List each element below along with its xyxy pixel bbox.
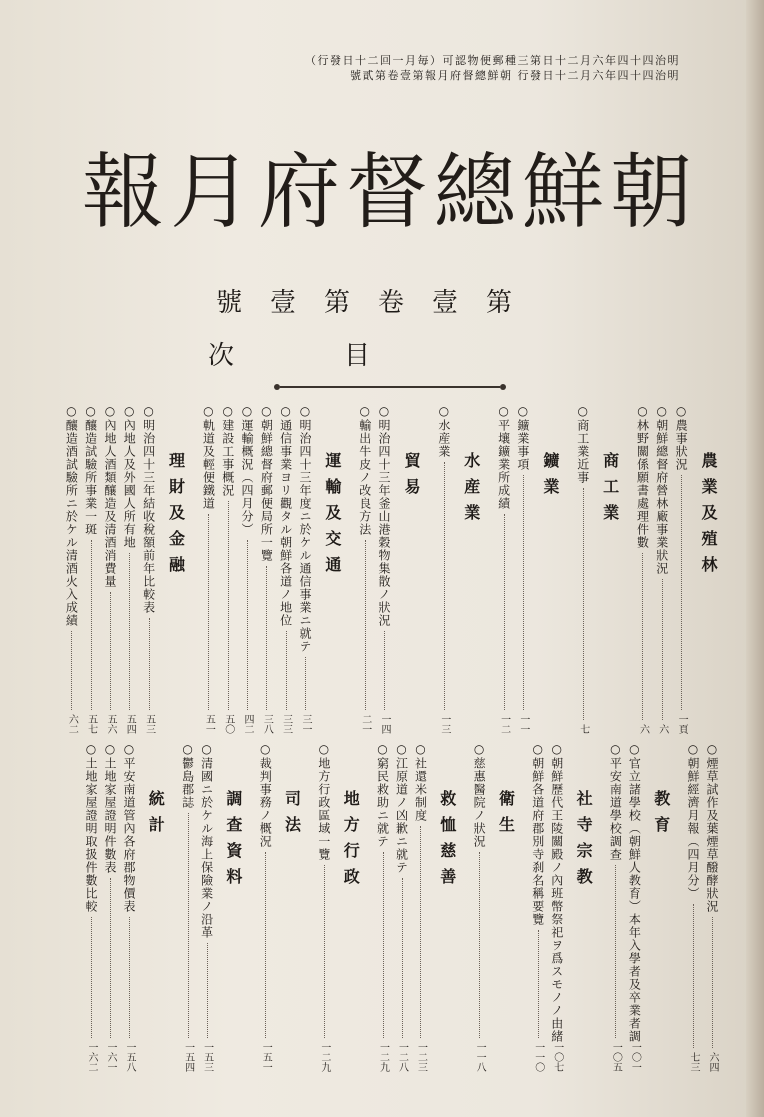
contents-entry	[377, 404, 392, 734]
entry-page-number: 六	[656, 724, 668, 734]
entry-page-number: 七三	[688, 1052, 700, 1072]
contents-entry	[141, 404, 156, 734]
contents-entry	[83, 404, 98, 734]
dot-leader	[583, 488, 584, 720]
contents-entry	[608, 742, 623, 1072]
dot-leader	[479, 852, 480, 1038]
entry-page-number: 一〇五	[610, 1042, 622, 1072]
section-heading	[221, 742, 245, 1072]
entry-page-number: 一五一	[260, 1042, 272, 1072]
entry-title: ○輸出牛皮ノ改良方法	[357, 404, 372, 536]
entry-page-number: 一頁	[676, 714, 688, 734]
contents-heading: 目次	[207, 341, 480, 371]
entry-title: ○土地家屋證明件數表	[102, 742, 117, 874]
entry-page-number: 五六	[104, 714, 116, 734]
contents-entry	[686, 742, 701, 1072]
contents-entry	[200, 742, 215, 1072]
contents-entry	[496, 404, 511, 734]
entry-title: ○平安南道管內各府郡物價表	[121, 742, 136, 913]
entry-page-number: 七	[577, 724, 589, 734]
entry-title: ○朝鮮總督府郵便局所一覽	[259, 404, 274, 562]
section-heading	[597, 404, 622, 734]
entry-page-number: 一〇一	[629, 1042, 641, 1072]
section-gap	[362, 742, 371, 1072]
section-heading-text: 農業及殖林	[699, 452, 718, 582]
section-gap	[562, 404, 572, 734]
dot-leader	[129, 553, 130, 710]
contents-entry	[84, 742, 99, 1072]
entry-page-number: 一二八	[396, 1042, 408, 1072]
journal-title: 朝鮮總督府月報	[81, 145, 698, 240]
contents-bottom-block	[80, 742, 720, 1072]
entry-title: ○水産業	[436, 404, 451, 458]
section-gap	[245, 742, 254, 1072]
dot-leader	[91, 917, 92, 1038]
contents-entry	[220, 404, 235, 734]
entry-title: ○運輸概況（四月分）	[240, 404, 255, 536]
entry-page-number: 一二九	[377, 1042, 389, 1072]
entry-page-number: 五〇	[222, 714, 234, 734]
section-gap	[517, 742, 526, 1072]
entry-title: ○平安南道學校調查	[608, 742, 623, 861]
entry-page-number: 一二九	[318, 1042, 330, 1072]
dot-leader	[129, 917, 130, 1038]
section-heading-text: 商工業	[600, 452, 620, 530]
entry-title: ○社還米制度	[413, 742, 428, 822]
section-heading-text: 鑛業	[540, 452, 560, 504]
section-heading-text: 社寺宗教	[574, 790, 594, 894]
entry-title: ○清國ニ於ケル海上保險業ノ沿革	[199, 742, 214, 939]
dot-leader	[681, 475, 682, 710]
contents-entry	[627, 742, 642, 1072]
contents-entry	[103, 404, 118, 734]
entry-title: ○商工業近事	[575, 404, 590, 484]
section-heading-text: 水産業	[461, 452, 481, 530]
entry-title: ○朝鮮經濟月報（四月分）	[686, 742, 701, 900]
contents-entry	[516, 404, 531, 734]
dot-leader	[383, 852, 384, 1038]
dot-leader	[207, 943, 208, 1038]
dot-leader	[642, 553, 643, 720]
contents-entry	[376, 742, 391, 1072]
section-heading	[398, 404, 423, 734]
dot-leader	[504, 514, 505, 710]
entry-page-number: 三三	[280, 714, 292, 734]
entry-page-number: 一五四	[182, 1042, 194, 1072]
entry-page-number: 二一	[359, 714, 371, 734]
dot-leader	[265, 852, 266, 1038]
entry-title: ○通信事業ヨリ觀タル朝鮮各道ノ地位	[278, 404, 293, 627]
entry-title: ○農事狀況	[674, 404, 689, 471]
section-heading-text: 貿易	[401, 452, 421, 504]
entry-title: ○官立諸學校（朝鮮人教育）本年入學者及卒業者調	[627, 742, 642, 1043]
contents-entry	[357, 404, 372, 734]
entry-title: ○內地人酒類釀造及清酒消費量	[102, 404, 117, 588]
entry-title: ○朝鮮歷代王陵關殿ノ內班幣祭祀ヲ爲スモノノ由緒	[549, 742, 564, 1043]
section-heading	[434, 742, 458, 1072]
section-heading	[163, 404, 188, 734]
entry-page-number: 一五三	[201, 1042, 213, 1072]
contents-entry	[575, 404, 590, 734]
issue-number: 第壹卷第壹號	[215, 288, 540, 318]
dot-leader	[286, 631, 287, 710]
entry-title: ○軌道及輕便鐵道	[201, 404, 216, 510]
contents-entry	[531, 742, 546, 1072]
contents-entry	[635, 404, 650, 734]
dot-leader	[384, 631, 385, 710]
contents-entry	[258, 742, 273, 1072]
section-heading	[571, 742, 595, 1072]
section-heading-text: 救恤慈善	[437, 790, 457, 894]
entry-title: ○朝鮮各道府郡別寺刹名稱要覽	[530, 742, 545, 926]
dot-leader	[149, 618, 150, 710]
dot-leader	[110, 878, 111, 1038]
entry-page-number: 一一〇	[532, 1042, 544, 1072]
entry-title: ○明治四十三年釜山港穀物集散ノ狀況	[377, 404, 392, 627]
section-heading-text: 運輸及交通	[322, 452, 342, 582]
entry-page-number: 一五八	[123, 1042, 135, 1072]
section-heading	[143, 742, 167, 1072]
entry-page-number: 一一	[517, 714, 529, 734]
section-heading	[695, 404, 720, 734]
dot-leader	[266, 566, 267, 710]
entry-title: ○江原道ノ凶歉ニ就テ	[394, 742, 409, 874]
dot-leader	[420, 826, 421, 1038]
dot-leader	[693, 904, 694, 1048]
contents-entry	[437, 404, 452, 734]
dot-leader	[324, 865, 325, 1038]
entry-page-number: 四二	[242, 714, 254, 734]
dot-leader	[208, 514, 209, 710]
section-heading-text: 統計	[146, 790, 166, 842]
entry-title: ○明治四十三年結收稅額前年比較表	[141, 404, 156, 614]
section-heading-text: 教育	[651, 790, 671, 842]
entry-page-number: 六四	[707, 1052, 718, 1072]
entry-page-number: 一〇七	[551, 1042, 563, 1072]
contents-entry	[259, 404, 274, 734]
publication-info	[140, 52, 680, 84]
dot-leader	[71, 631, 72, 710]
contents-entry	[472, 742, 487, 1072]
entry-title: ○窮民救助ニ就テ	[375, 742, 390, 848]
ornamental-rule	[280, 386, 500, 388]
entry-title: ○煙草試作及葉煙草醱酵狀況	[705, 742, 719, 913]
section-gap	[188, 404, 198, 734]
contents-entry	[705, 742, 720, 1072]
contents-entry	[395, 742, 410, 1072]
dot-leader	[188, 813, 189, 1038]
section-gap	[622, 404, 632, 734]
entry-page-number: 五三	[143, 714, 155, 734]
contents-entry	[654, 404, 669, 734]
entry-title: ○地方行政區域一覽	[316, 742, 331, 861]
section-gap	[344, 404, 354, 734]
entry-title: ○平壤鑛業所成績	[496, 404, 511, 510]
entry-title: ○鑛業事項	[515, 404, 530, 471]
entry-page-number: 六	[637, 724, 649, 734]
entry-page-number: 一二	[498, 714, 510, 734]
contents-entry	[414, 742, 429, 1072]
dot-leader	[712, 917, 713, 1048]
dot-leader	[444, 462, 445, 710]
section-heading-text: 司法	[282, 790, 302, 842]
entry-page-number: 三一	[299, 714, 311, 734]
section-heading	[338, 742, 362, 1072]
contents-entry	[674, 404, 689, 734]
contents-entry	[298, 404, 313, 734]
contents-entry	[122, 742, 137, 1072]
section-heading	[458, 404, 483, 734]
publication-info-line-1: 明治四十四年六月二十日第三種郵便物認可（毎月一回二十日發行）	[305, 54, 680, 67]
entry-page-number: 一三	[438, 714, 450, 734]
dot-leader	[110, 592, 111, 710]
entry-title: ○明治四十三年度ニ於ケル通信事業ニ就テ	[297, 404, 312, 653]
entry-page-number: 五七	[85, 714, 97, 734]
contents-entry	[550, 742, 565, 1072]
contents-entry	[278, 404, 293, 734]
entry-page-number: 三八	[261, 714, 273, 734]
section-heading	[279, 742, 303, 1072]
section-gap	[483, 404, 493, 734]
contents-entry	[240, 404, 255, 734]
section-gap	[423, 404, 433, 734]
contents-entry	[103, 742, 118, 1072]
entry-page-number: 五一	[203, 714, 215, 734]
entry-page-number: 一六二	[86, 1042, 97, 1072]
entry-title: ○釀造試驗所事業一斑	[83, 404, 98, 536]
contents-top-block	[60, 404, 720, 734]
entry-title: ○土地家屋證明取扱件數比較	[84, 742, 98, 913]
entry-title: ○裁判事務ノ概況	[258, 742, 273, 848]
contents-entry	[201, 404, 216, 734]
dot-leader	[91, 540, 92, 710]
page-edge	[746, 0, 764, 1117]
entry-page-number: 六二	[66, 714, 78, 734]
section-gap	[595, 742, 604, 1072]
entry-title: ○林野關係願書處理件數	[635, 404, 650, 549]
section-heading	[537, 404, 562, 734]
contents-entry	[317, 742, 332, 1072]
dot-leader	[305, 657, 306, 710]
contents-entry	[181, 742, 196, 1072]
section-heading-text: 理財及金融	[166, 452, 186, 582]
section-heading-text: 調查資料	[223, 790, 243, 894]
contents-entry	[122, 404, 137, 734]
dot-leader	[615, 865, 616, 1038]
contents-entry	[64, 404, 79, 734]
section-heading-text: 地方行政	[341, 790, 361, 894]
section-heading	[493, 742, 517, 1072]
section-gap	[673, 742, 682, 1072]
dot-leader	[662, 579, 663, 720]
dot-leader	[228, 501, 229, 710]
section-heading	[319, 404, 344, 734]
entry-page-number: 一二三	[415, 1042, 427, 1072]
dot-leader	[247, 540, 248, 710]
entry-title: ○釀造酒試驗所ニ於ケル清酒火入成績	[64, 404, 79, 627]
dot-leader	[523, 475, 524, 710]
dot-leader	[538, 930, 539, 1038]
entry-page-number: 一六一	[104, 1042, 116, 1072]
entry-title: ○慈惠醫院ノ狀況	[472, 742, 487, 848]
entry-title: ○建設工事概況	[220, 404, 235, 497]
section-gap	[459, 742, 468, 1072]
entry-title: ○內地人及外國人所有地	[122, 404, 137, 549]
entry-page-number: 一四	[379, 714, 391, 734]
entry-page-number: 五四	[124, 714, 136, 734]
section-gap	[167, 742, 176, 1072]
section-heading-text: 衛生	[496, 790, 516, 842]
entry-title: ○鬱島郡誌	[180, 742, 195, 809]
dot-leader	[402, 878, 403, 1038]
section-heading	[648, 742, 672, 1072]
publication-info-line-2: 明治四十四年六月二十日發行 朝鮮總督府月報第壹卷第貳號	[350, 69, 680, 82]
entry-page-number: 一一八	[474, 1042, 486, 1072]
section-gap	[304, 742, 313, 1072]
dot-leader	[365, 540, 366, 710]
entry-title: ○朝鮮總督府營林廠事業狀況	[654, 404, 669, 575]
